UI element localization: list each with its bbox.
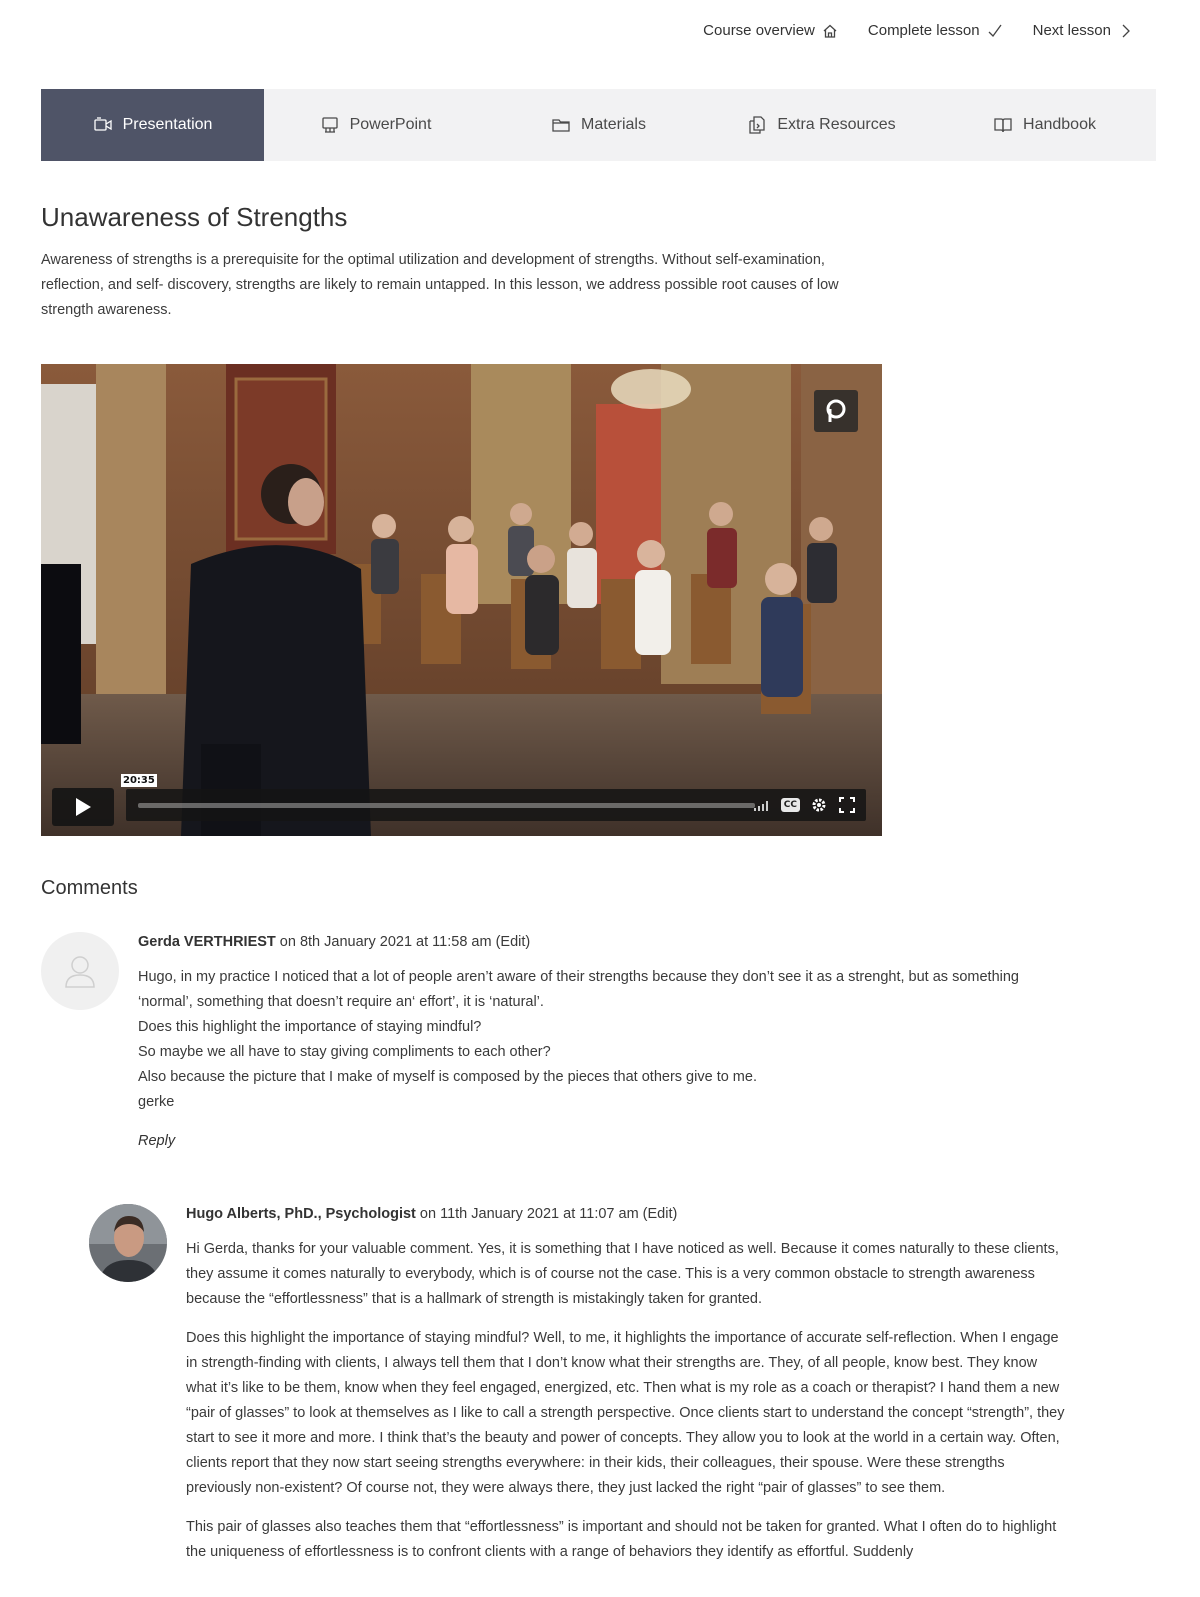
comment-line: Hugo, in my practice I noticed that a lot of people aren’t aware of their strengths because they don’t see it as a strenght, but as something ‘normal’, something that doesn’t require an‘ effort’, it is ‘natural’. <box>138 969 1019 1010</box>
checkmark-icon <box>987 23 1003 39</box>
comment-meta <box>186 1202 1069 1227</box>
complete-lesson-link[interactable] <box>868 22 1003 39</box>
progress-track[interactable] <box>138 803 755 808</box>
fullscreen-icon[interactable] <box>838 796 856 814</box>
comment-paragraph: Hi Gerda, thanks for your valuable comment. Yes, it is something that I have noticed as well. Because it comes naturally to these clients, they assume it comes naturally to everybody, which is of course not the case. This is a very common obstacle to strength awareness because the “effortlessness” that is a hallmark of strength is mistakingly taken for granted. <box>186 1241 1059 1307</box>
comment-text <box>138 965 1041 1115</box>
captions-icon[interactable]: CC <box>781 798 800 812</box>
comment-date: on 8th January 2021 at 11:58 am <box>275 934 492 950</box>
next-lesson-label: Next lesson <box>1032 22 1111 39</box>
comment-body <box>138 930 1041 1154</box>
tab-powerpoint[interactable] <box>264 89 487 161</box>
complete-lesson-label: Complete lesson <box>867 22 980 39</box>
comment-author: Hugo Alberts, PhD., Psychologist <box>186 1206 416 1222</box>
play-button[interactable] <box>52 788 114 826</box>
comment-line: gerke <box>138 1094 175 1110</box>
home-icon <box>822 23 838 39</box>
comment-line: Also because the picture that I make of myself is composed by the pieces that others give to me. <box>138 1069 757 1085</box>
tab-handbook-label: Handbook <box>1023 116 1096 133</box>
comment <box>41 930 1041 1154</box>
edit-comment-link[interactable]: (Edit) <box>491 934 531 950</box>
folder-icon <box>551 115 571 135</box>
control-icons <box>753 796 856 814</box>
comment-author: Gerda VERTHRIEST <box>138 934 276 950</box>
brand-badge <box>814 390 858 432</box>
tab-powerpoint-label: PowerPoint <box>349 116 432 133</box>
chevron-right-icon <box>1118 23 1134 39</box>
author-photo-icon <box>89 1204 167 1282</box>
comments-title: Comments <box>41 877 138 899</box>
book-icon <box>993 115 1013 135</box>
comment-date: on 11th January 2021 at 11:07 am <box>415 1206 639 1222</box>
edit-comment-link[interactable]: (Edit) <box>638 1206 678 1222</box>
comment-text <box>186 1237 1069 1565</box>
settings-gear-icon[interactable] <box>810 796 828 814</box>
default-user-icon <box>58 949 102 993</box>
video-icon <box>93 115 113 135</box>
comment-line: So maybe we all have to stay giving compliments to each other? <box>138 1044 551 1060</box>
video-duration: 20:35 <box>123 775 155 786</box>
tab-extra-resources-label: Extra Resources <box>777 116 896 133</box>
lesson-title: Unawareness of Strengths <box>41 202 348 232</box>
play-icon <box>73 797 93 817</box>
documents-icon <box>747 115 767 135</box>
brand-logo-icon <box>823 398 849 424</box>
avatar <box>89 1204 167 1282</box>
video-controls <box>126 789 866 821</box>
course-overview-link[interactable] <box>703 22 838 39</box>
avatar <box>41 932 119 1010</box>
comment-body <box>186 1202 1069 1565</box>
presentation-screen-icon <box>320 115 340 135</box>
lesson-description: Awareness of strengths is a prerequisite for the optimal utilization and development of strengths. Without self-examination, reflection, and self- discovery, strengths are likely to remain untapped. In this lesson, we address possible root causes of low strength awareness. <box>41 252 839 318</box>
comment-reply <box>89 1202 1069 1579</box>
course-overview-label: Course overview <box>703 22 815 39</box>
tab-extra-resources[interactable] <box>710 89 933 161</box>
comment-line: Does this highlight the importance of staying mindful? <box>138 1019 482 1035</box>
comment-meta <box>138 930 1041 955</box>
tab-handbook[interactable] <box>933 89 1156 161</box>
reply-link[interactable]: Reply <box>138 1133 176 1149</box>
volume-icon[interactable] <box>753 796 771 814</box>
tab-materials[interactable] <box>487 89 710 161</box>
tab-presentation-label: Presentation <box>122 116 213 133</box>
video-thumbnail <box>41 364 882 836</box>
next-lesson-link[interactable] <box>1033 22 1134 39</box>
video-player[interactable] <box>41 364 882 836</box>
tab-materials-label: Materials <box>581 116 646 133</box>
comment-paragraph: Does this highlight the importance of staying mindful? Well, to me, it highlights the importance of accurate self-reflection. When I engage in strength-finding with clients, I always tell them that I don’t know what their strengths are. They, of all people, know best. They know what it’s like to be them, know when they feel engaged, energized, etc. Then what is my role as a coach or therapist? I hand them a new “pair of glasses” to look at themselves as I like to call a strength perspective. Once clients start to understand the concept “strength”, they start to see it more and more. I think that’s the beauty and power of concepts. They allow you to look at the world in a certain way. Often, clients report that they now start seeing strengths everywhere: in their kids, their colleagues, their spouse. Were these strengths previously non-existent? Of course not, they were always there, they just lacked the right “pair of glasses” to see them. <box>186 1330 1065 1496</box>
content-tabs <box>41 89 1156 161</box>
tab-presentation[interactable] <box>41 89 264 161</box>
comment-paragraph: This pair of glasses also teaches them that “effortlessness” is important and should not be taken for granted. What I often do to highlight the uniqueness of effortlessness is to confront clients with a range of behaviors they identify as effortful. Suddenly <box>186 1519 1057 1560</box>
top-navigation <box>703 22 1134 39</box>
